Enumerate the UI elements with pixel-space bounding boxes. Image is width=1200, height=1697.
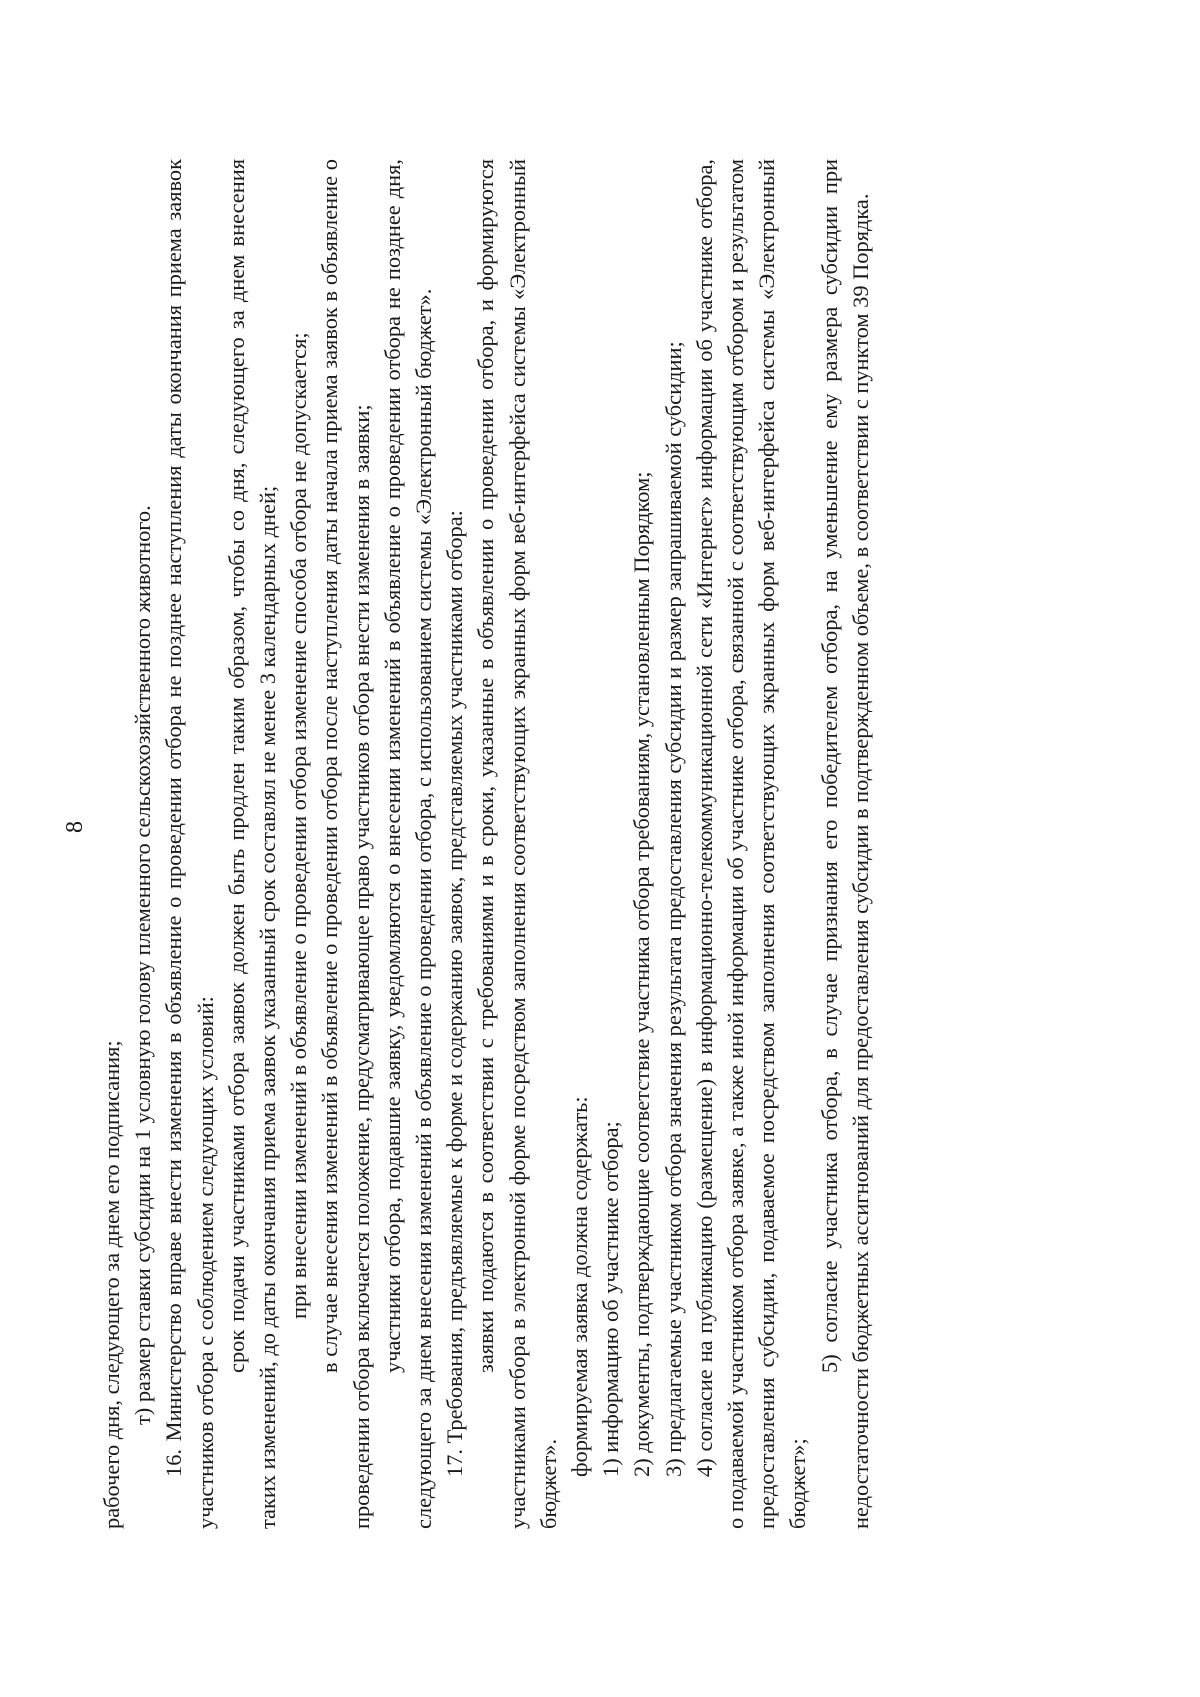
paragraph-list-item-3: 3) предлагаемые участником отбора значения результата предоставления субсидии и размер запрашиваемой субсидии; (660, 341, 686, 1477)
paragraph-item-t: т) размер ставки субсидии на 1 условную голову племенного сельскохозяйственного животного. (130, 505, 156, 1425)
paragraph-submission: заявки подаются в соответствии с требованиями и в сроки, указанные в объявлении о проведении отбора, и формируются участниками отбора в электронной форме посредством заполнения соответствующих экранных форм веб-интерфейса системы «Электронный бюджет». (473, 159, 561, 1529)
paragraph-clause-16: 16. Министерство вправе внести изменения в объявление о проведении отбора не позднее наступления даты окончания приема заявок участников отбора с соблюдением следующих условий: (161, 159, 218, 1529)
paragraph-condition-method: при внесении изменений в объявление о проведении отбора изменение способа отбора не допускается; (286, 332, 312, 1319)
paragraph-list-item-1: 1) информацию об участнике отбора; (598, 1121, 624, 1477)
paragraph-clause-17: 17. Требования, предъявляемые к форме и содержанию заявок, представляемых участниками отбора: (442, 510, 468, 1477)
paragraph-list-item-4: 4) согласие на публикацию (размещение) в информационно-телекоммуникационной сети «Интернет» информации об участнике отбора, о подаваемой участником отбора заявке, а также иной информации об участнике отбора, связанной с соответствующим отбором и результатом предоставления субсидии, подаваемое посредством заполнения соответствующих экранных форм веб-интерфейса системы «Электронный бюджет»; (691, 159, 811, 1529)
paragraph-condition-changes: в случае внесения изменений в объявление о проведении отбора после наступления даты начала приема заявок в объявление о проведении отбора включается положение, предусматривающее право участников отбора внести изменения в заявки; (317, 159, 374, 1529)
paragraph-list-item-2: 2) документы, подтверждающие соответствие участника отбора требованиям, установленным Порядком; (629, 471, 655, 1477)
document-body (96, 159, 876, 1529)
paragraph-condition-deadline: срок подачи участниками отбора заявок должен быть продлен таким образом, чтобы со дня, следующего за днем внесения таких изменений, до даты окончания приема заявок указанный срок составлял не менее 3 календарных дней; (223, 159, 281, 1529)
paragraph-list-item-5: 5) согласие участника отбора, в случае признания его победителем отбора, на уменьшение ему размера субсидии при недостаточности бюджетных ассигнований для предоставления субсидии в подтвержденном объеме, в соответствии с пунктом 39 Порядка. (816, 159, 873, 1529)
page-number: 8 (62, 821, 88, 833)
paragraph-continuation: рабочего дня, следующего за днем его подписания; (99, 1040, 124, 1529)
paragraph-contents-intro: формируемая заявка должна содержать: (567, 1096, 593, 1477)
paragraph-condition-notification: участники отбора, подавшие заявку, уведомляются о внесении изменений в объявление о проведении отбора не позднее дня, следующего за днем внесения изменений в объявление о проведении отбора, с использованием системы «Электронный бюджет». (379, 159, 437, 1529)
